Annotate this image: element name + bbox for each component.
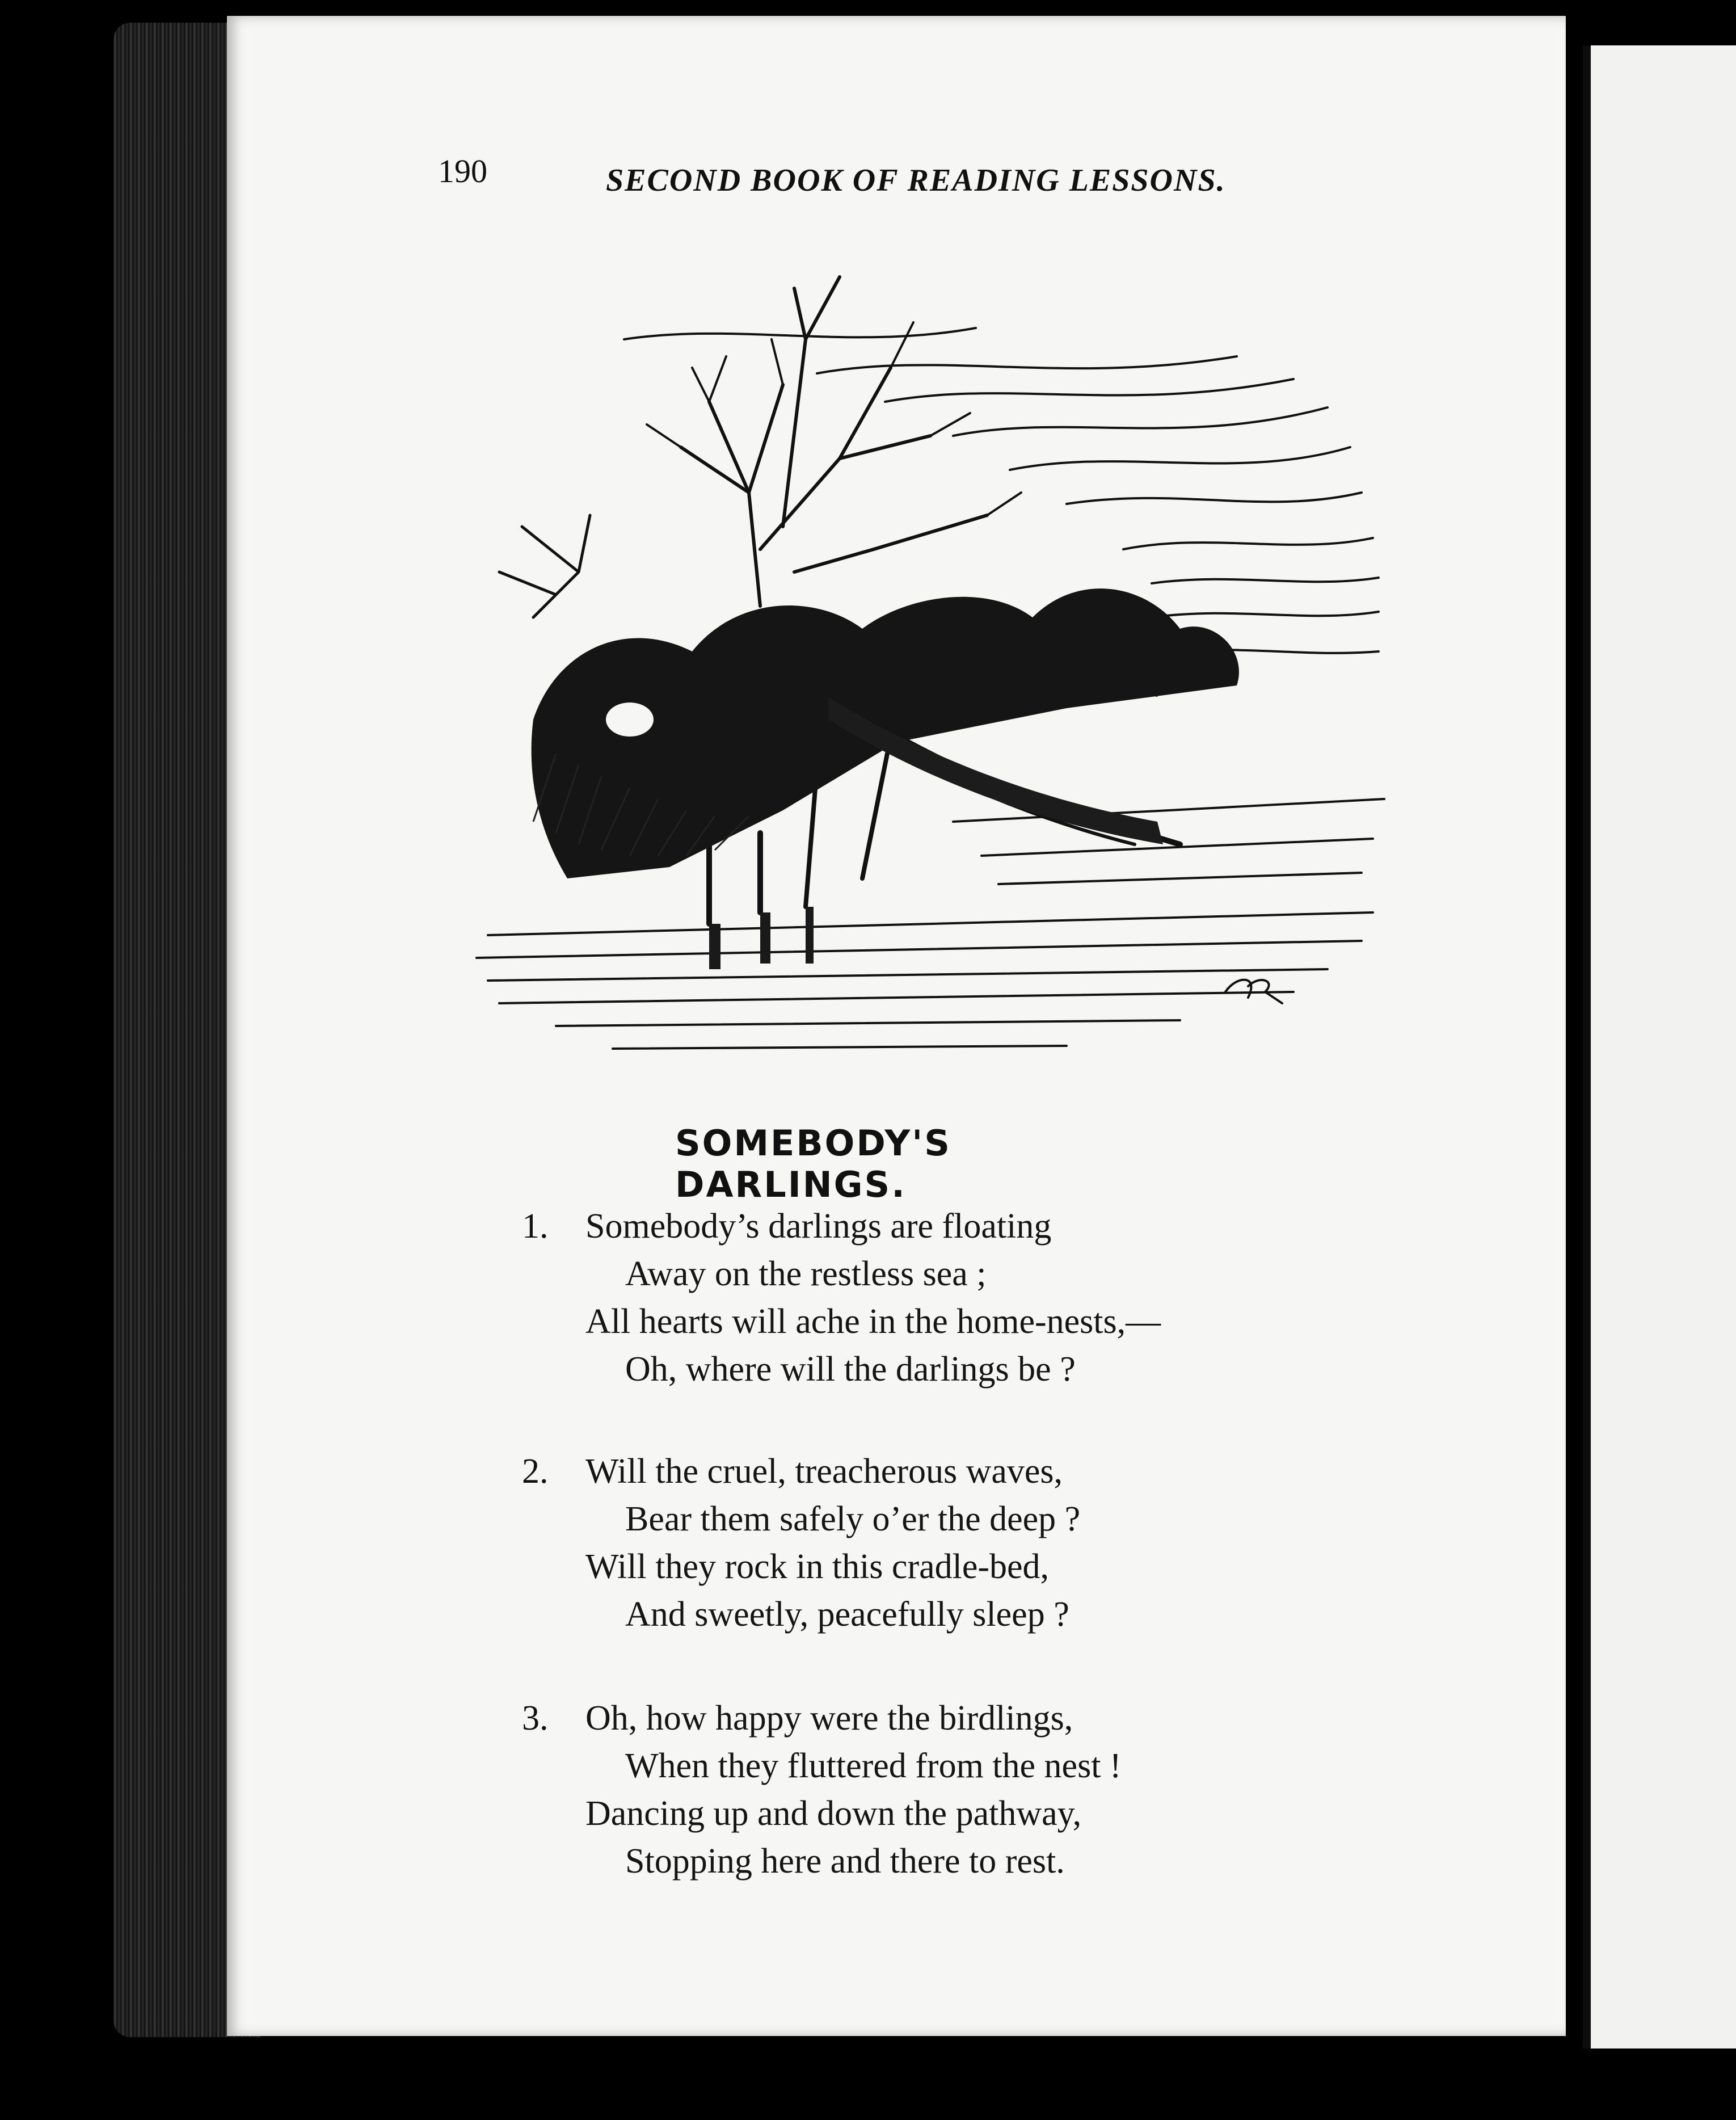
poem-title: SOMEBODY'S DARLINGS. [675, 1122, 951, 1205]
poem-line: All hearts will ache in the home-nests,— [585, 1302, 1161, 1341]
stanza-number: 3. [522, 1699, 549, 1738]
poem-line: When they fluttered from the nest ! [625, 1747, 1122, 1785]
stanza-number: 2. [522, 1452, 549, 1491]
poem-line: Stopping here and there to rest. [625, 1842, 1065, 1881]
poem-line: Somebody’s darlings are floating [585, 1207, 1052, 1246]
poem-line: Will the cruel, treacherous waves, [585, 1452, 1063, 1491]
engraving-illustration [443, 254, 1418, 1083]
poem-line: Oh, how happy were the birdlings, [585, 1699, 1073, 1738]
facing-page-strip [1583, 45, 1736, 2049]
poem-line: And sweetly, peacefully sleep ? [625, 1595, 1069, 1634]
running-title: SECOND BOOK OF READING LESSONS. [606, 163, 1226, 198]
poem-line: Away on the restless sea ; [625, 1255, 987, 1293]
book-page [227, 16, 1566, 2036]
page-number: 190 [438, 153, 487, 190]
running-head [227, 152, 1566, 209]
poem-line: Will they rock in this cradle-bed, [585, 1547, 1050, 1586]
poem-line: Dancing up and down the pathway, [585, 1794, 1082, 1833]
stanza-number: 1. [522, 1207, 549, 1246]
poem-line: Bear them safely o’er the deep ? [625, 1500, 1081, 1538]
poem-line: Oh, where will the darlings be ? [625, 1350, 1076, 1389]
